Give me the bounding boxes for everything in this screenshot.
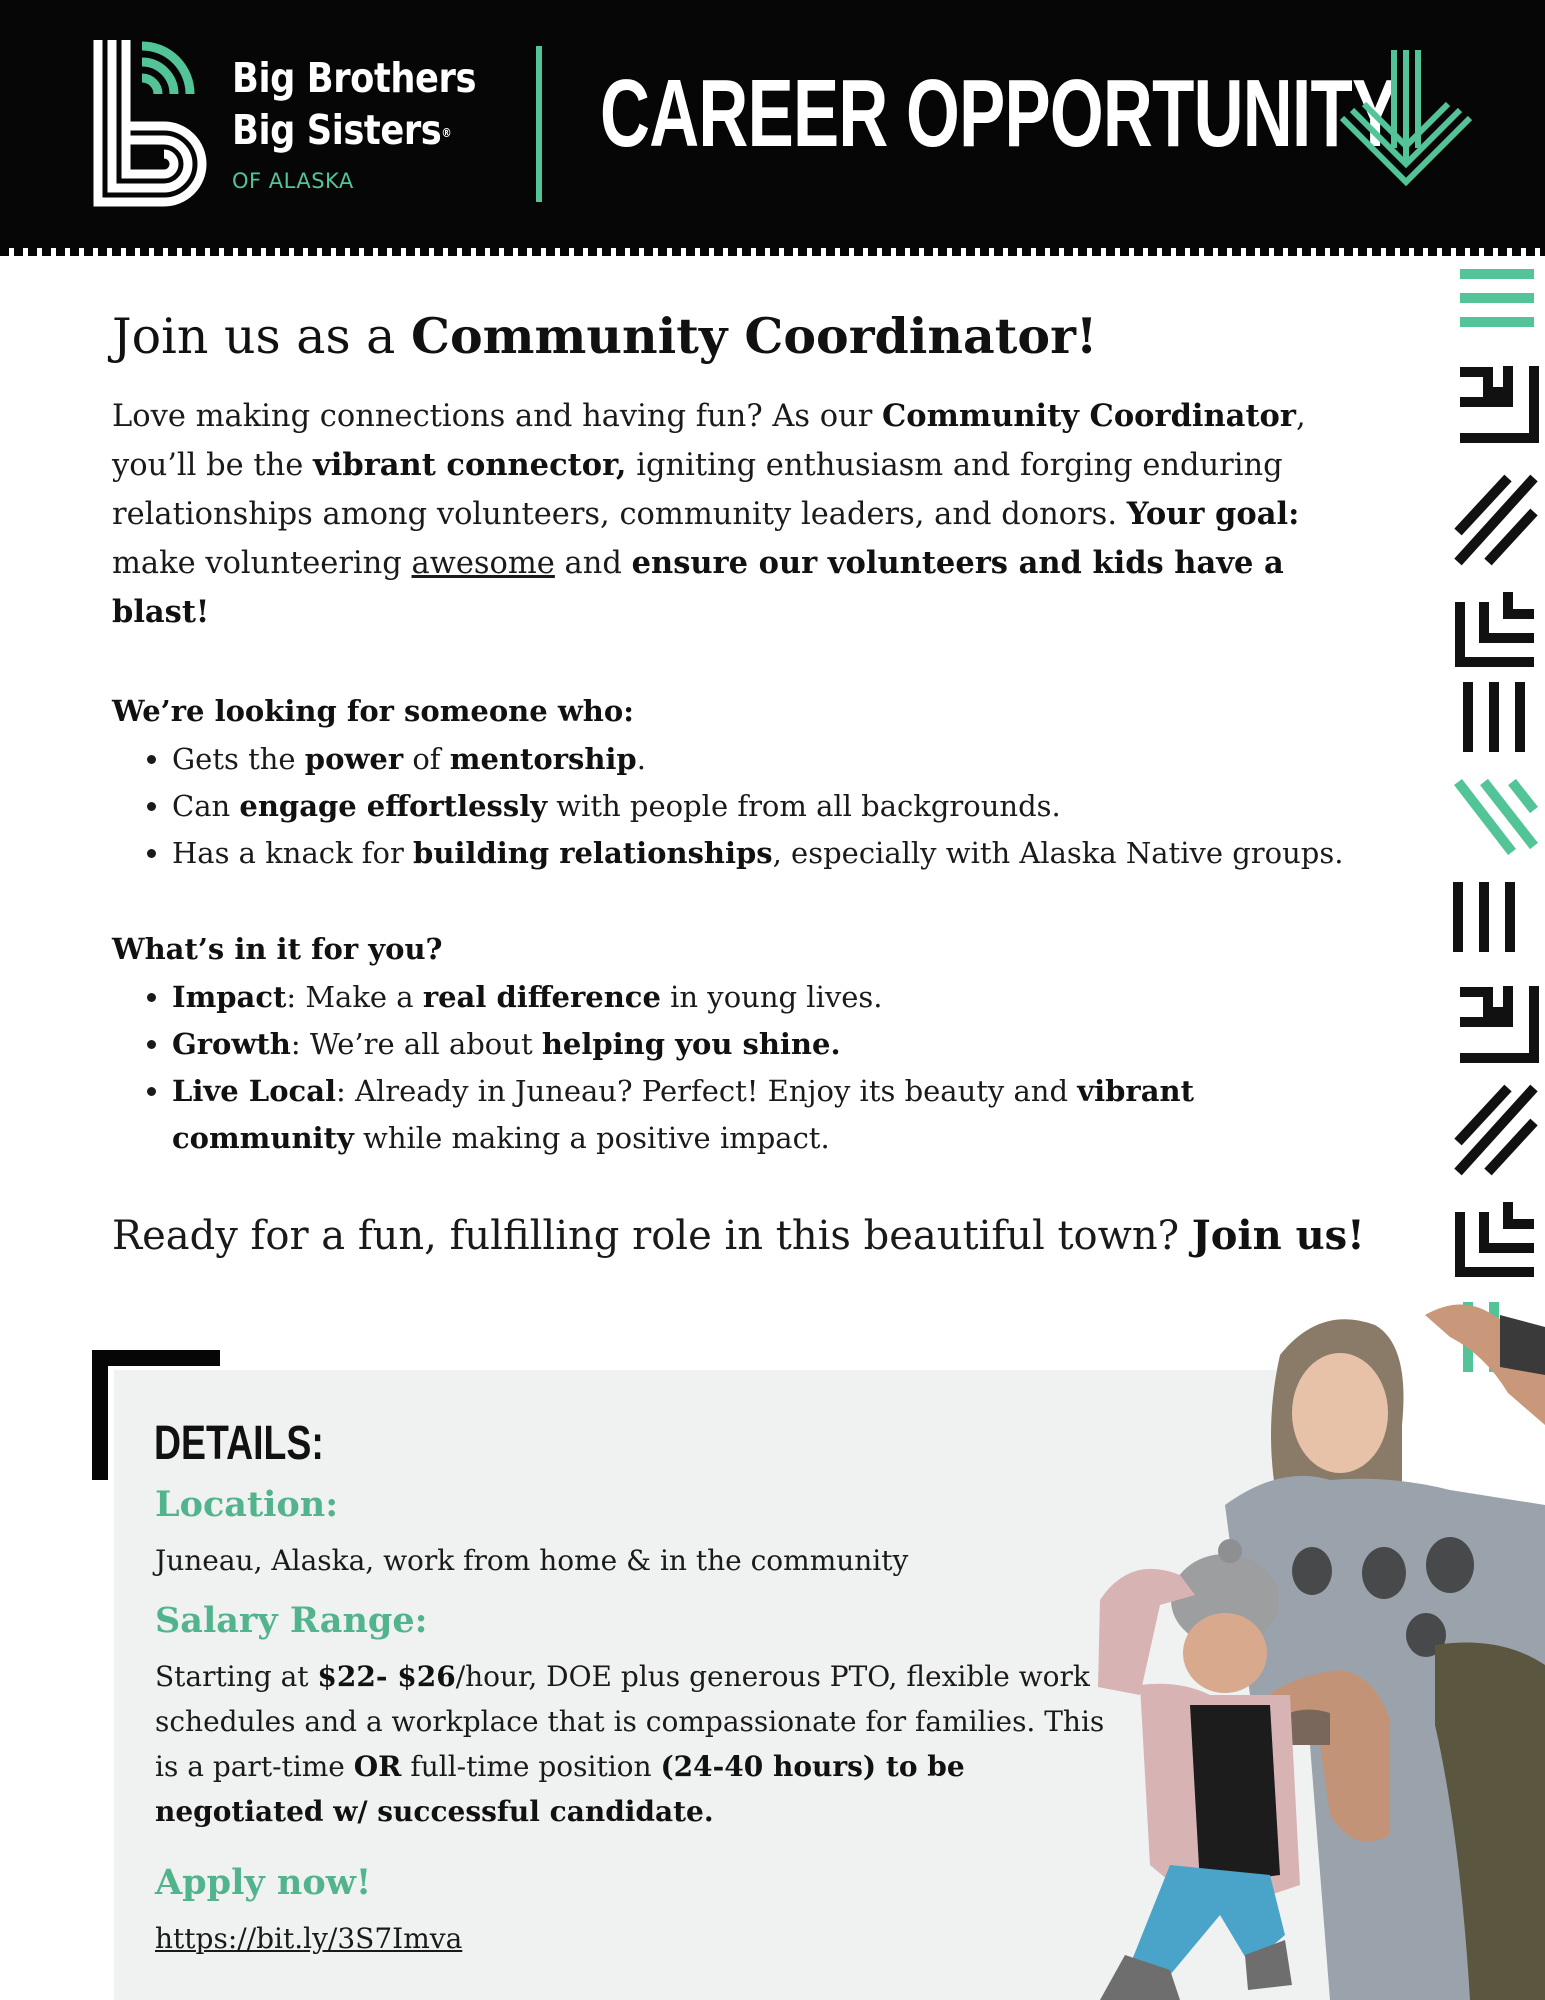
org-name-line2 — [232, 104, 476, 159]
intro-text: make volunteering — [112, 546, 412, 581]
salary-text — [155, 1654, 1105, 1834]
call-to-action — [112, 1206, 1365, 1266]
item-bold: Impact — [172, 980, 287, 1014]
item-bold: engage effortlessly — [239, 789, 548, 823]
list-item — [172, 783, 1372, 830]
header-zigzag-edge — [0, 248, 1545, 256]
chevron-down-arrow-icon — [1338, 48, 1474, 198]
details-title: DETAILS: — [154, 1417, 324, 1470]
intro-text: Love making connections and having fun? As our — [112, 399, 883, 434]
item-bold: building relationships — [413, 836, 773, 870]
item-bold: helping you shine. — [541, 1027, 841, 1061]
intro-text: and — [554, 546, 632, 581]
salary-segment: Starting at — [155, 1660, 318, 1693]
salary-segment: full-time position — [401, 1750, 661, 1783]
details-bracket — [92, 1350, 220, 1366]
location-text: Juneau, Alaska, work from home & in the community — [155, 1544, 909, 1577]
list-item — [172, 974, 1272, 1021]
item-bold: real difference — [422, 980, 661, 1014]
item-text: : We’re all about — [290, 1027, 542, 1061]
bbbs-logo-icon — [92, 40, 214, 208]
salary-label: Salary Range: — [155, 1600, 428, 1641]
salary-bold: (24-40 hours) to be negotiated w/ successful candidate. — [155, 1750, 965, 1828]
org-name-line1: Big Brothers — [232, 54, 477, 102]
intro-bold: ensure our volunteers and kids have a blast! — [112, 545, 1284, 630]
looking-for-heading: We’re looking for someone who: — [112, 694, 634, 728]
mentor-and-child-photo — [1030, 1275, 1545, 2000]
item-text: : Already in Juneau? Perfect! Enjoy its beauty and — [336, 1074, 1078, 1108]
looking-for-list — [112, 736, 1372, 877]
headline-role: Community Coordinator! — [410, 307, 1098, 365]
intro-text: , you’ll be the — [112, 399, 1306, 483]
header-banner — [0, 0, 1545, 252]
item-bold: Live Local — [172, 1074, 337, 1108]
item-text: : Make a — [286, 980, 423, 1014]
list-item — [172, 1068, 1272, 1162]
cta-text: Ready for a fun, fulfilling role in this beautiful town? — [112, 1213, 1192, 1259]
item-text: . — [636, 742, 646, 776]
intro-bold: Your goal: — [1126, 496, 1300, 532]
org-name — [232, 52, 516, 193]
location-label: Location: — [155, 1484, 339, 1525]
intro-paragraph — [112, 392, 1362, 637]
item-bold: vibrant community — [172, 1074, 1194, 1155]
salary-segment: /hour, DOE plus generous PTO, flexible work schedules and a workplace that is compassionate for families. This is a part-time — [155, 1660, 1105, 1783]
list-item — [172, 830, 1372, 877]
apply-label: Apply now! — [155, 1862, 372, 1903]
apply-link-wrapper — [155, 1916, 1115, 1961]
item-text: , especially with Alaska Native groups. — [772, 836, 1344, 870]
item-text: in young lives. — [660, 980, 883, 1014]
benefits-heading: What’s in it for you? — [112, 932, 443, 966]
item-text: with people from all backgrounds. — [547, 789, 1061, 823]
registered-mark: ® — [441, 126, 452, 140]
details-bracket — [92, 1350, 108, 1480]
benefits-list — [112, 974, 1272, 1162]
org-name-line3: OF ALASKA — [232, 169, 354, 193]
intro-bold: Community Coordinator — [882, 398, 1296, 434]
salary-amount: $22- $26 — [317, 1660, 456, 1693]
headline-prefix: Join us as a — [112, 308, 411, 365]
item-bold: power — [304, 742, 404, 776]
item-text: of — [403, 742, 450, 776]
cta-bold: Join us! — [1191, 1212, 1365, 1259]
headline — [112, 300, 1097, 373]
item-text: Can — [172, 789, 240, 823]
page-title: CAREER OPPORTUNITY — [600, 60, 1398, 167]
salary-bold: OR — [353, 1750, 402, 1783]
intro-bold: vibrant connector, — [313, 447, 627, 483]
item-text: Gets the — [172, 742, 305, 776]
item-bold: Growth — [172, 1027, 291, 1061]
item-text: while making a positive impact. — [353, 1121, 830, 1155]
list-item — [172, 1021, 1272, 1068]
intro-text: igniting enthusiasm and forging enduring relationships among volunteers, community leaders, and donors. — [112, 448, 1283, 532]
apply-link[interactable]: https://bit.ly/3S7Imva — [155, 1922, 463, 1955]
header-divider — [536, 46, 542, 202]
list-item — [172, 736, 1372, 783]
item-bold: mentorship — [449, 742, 637, 776]
intro-underline: awesome — [411, 546, 555, 581]
org-name-line2-text: Big Sisters — [232, 106, 442, 154]
item-text: Has a knack for — [172, 836, 414, 870]
